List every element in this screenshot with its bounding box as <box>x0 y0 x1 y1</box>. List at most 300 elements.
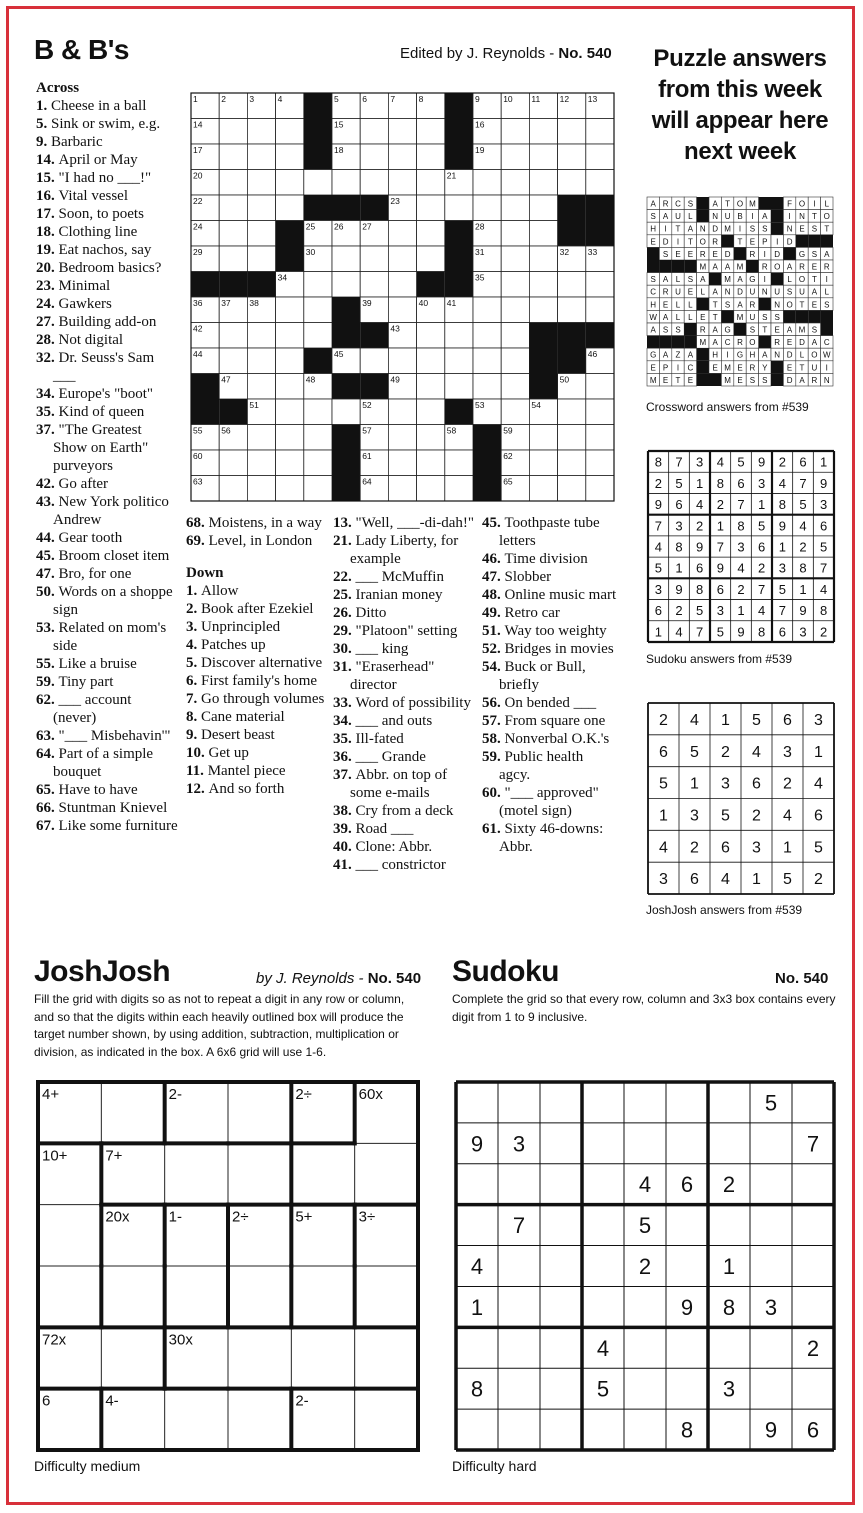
crossword-cell[interactable] <box>276 119 304 145</box>
crossword-clue-number: 32 <box>559 247 570 257</box>
crossword-cell[interactable] <box>219 170 247 196</box>
grid-digit: 2 <box>716 497 724 513</box>
crossword-cell[interactable] <box>473 297 501 323</box>
answer-black-square <box>697 348 709 361</box>
clue-text: ___ McMuffin <box>355 569 444 585</box>
crossword-clue-number: 50 <box>559 374 570 385</box>
crossword-cell[interactable] <box>445 476 473 502</box>
grid-digit: 7 <box>799 475 807 491</box>
crossword-cell[interactable] <box>586 476 614 502</box>
clue-text: Have to have <box>58 782 138 798</box>
answer-letter: I <box>726 350 729 360</box>
answer-letter: S <box>650 212 656 222</box>
clue-text: Buck or Bull, briefly <box>499 659 586 693</box>
answer-letter: I <box>825 275 828 285</box>
crossword-cell[interactable] <box>501 221 529 247</box>
clue-number: 26. <box>333 605 356 621</box>
crossword-cell[interactable] <box>247 221 275 247</box>
answer-letter: S <box>675 325 681 335</box>
clue-text: "Eraserhead" director <box>350 659 435 693</box>
crossword-cell[interactable] <box>529 425 557 451</box>
clue-text: Words on a shoppe sign <box>53 584 173 618</box>
answer-letter: S <box>811 224 818 234</box>
crossword-cell[interactable] <box>417 374 445 400</box>
crossword-cell[interactable] <box>304 297 332 323</box>
clue-text: Retro car <box>504 605 560 621</box>
cage-label: 10+ <box>42 1147 68 1165</box>
crossword-cell[interactable] <box>332 399 360 425</box>
crossword-clue-number: 10 <box>503 94 513 104</box>
crossword-cell[interactable] <box>304 425 332 451</box>
crossword-cell[interactable] <box>247 170 275 196</box>
crossword-cell[interactable] <box>388 144 416 170</box>
crossword-cell[interactable] <box>417 144 445 170</box>
grid-digit: 7 <box>654 518 662 534</box>
answer-letter: L <box>799 350 805 360</box>
sudoku-grid[interactable] <box>454 1080 836 1452</box>
clue-number: 53. <box>36 620 59 636</box>
crossword-black-square <box>276 246 304 272</box>
crossword-black-square <box>473 450 501 476</box>
clue-item <box>186 726 328 744</box>
crossword-cell[interactable] <box>247 450 275 476</box>
clue-number: 54. <box>482 659 505 675</box>
crossword-cell[interactable] <box>586 170 614 196</box>
clue-item <box>333 748 475 766</box>
crossword-cell[interactable] <box>417 170 445 196</box>
crossword-cell[interactable] <box>529 246 557 272</box>
answer-letter: A <box>712 199 718 209</box>
answer-letter: U <box>675 287 681 297</box>
grid-digit: 9 <box>716 560 724 576</box>
crossword-cell[interactable] <box>417 425 445 451</box>
crossword-cell[interactable] <box>276 374 304 400</box>
crossword-clue-number: 65 <box>503 476 513 487</box>
crossword-cell[interactable] <box>558 476 586 502</box>
crossword-cell[interactable] <box>247 374 275 400</box>
clue-item <box>36 331 178 349</box>
answer-letter: D <box>786 350 793 360</box>
answer-black-square <box>771 197 783 210</box>
joshjosh-grid[interactable] <box>36 1080 420 1452</box>
crossword-cell[interactable] <box>360 119 388 145</box>
crossword-cell[interactable] <box>247 348 275 374</box>
crossword-clue-number: 1 <box>193 94 198 104</box>
clue-text: Broom closet item <box>58 548 170 564</box>
grid-digit: 6 <box>659 743 668 761</box>
sudoku-difficulty: Difficulty hard <box>452 1458 537 1474</box>
answer-letter: H <box>749 350 756 360</box>
crossword-cell[interactable] <box>388 348 416 374</box>
clue-item <box>482 586 618 604</box>
crossword-cell[interactable] <box>219 323 247 349</box>
crossword-cell[interactable] <box>558 425 586 451</box>
answer-letter: W <box>823 350 831 360</box>
crossword-cell[interactable] <box>529 221 557 247</box>
crossword-cell[interactable] <box>247 119 275 145</box>
crossword-cell[interactable] <box>445 323 473 349</box>
answer-letter: W <box>649 312 657 322</box>
clue-number: 13. <box>333 515 356 531</box>
crossword-cell[interactable] <box>247 195 275 221</box>
answer-letter: M <box>736 312 744 322</box>
clue-item <box>482 730 618 748</box>
crossword-cell[interactable] <box>276 450 304 476</box>
crossword-cell[interactable] <box>417 195 445 221</box>
answer-letter: L <box>824 199 830 209</box>
crossword-cell[interactable] <box>529 119 557 145</box>
clue-item <box>186 672 328 690</box>
grid-digit: 2 <box>659 711 668 729</box>
crossword-cell[interactable] <box>388 170 416 196</box>
crossword-cell[interactable] <box>276 323 304 349</box>
grid-digit: 9 <box>675 581 683 597</box>
clue-number: 39. <box>333 821 356 837</box>
clue-number: 47. <box>36 566 59 582</box>
grid-digit: 6 <box>752 775 761 793</box>
crossword-cell[interactable] <box>388 425 416 451</box>
clue-number: 38. <box>333 803 356 819</box>
crossword-black-square <box>219 272 247 298</box>
crossword-cell[interactable] <box>417 399 445 425</box>
crossword-cell[interactable] <box>558 297 586 323</box>
answer-letter: S <box>762 312 768 322</box>
crossword-cell[interactable] <box>360 348 388 374</box>
crossword-cell[interactable] <box>417 450 445 476</box>
crossword-cell[interactable] <box>219 195 247 221</box>
answer-letter: R <box>737 338 743 348</box>
answer-letter: A <box>762 212 768 222</box>
answer-letter: A <box>712 287 718 297</box>
crossword-cell[interactable] <box>586 374 614 400</box>
answer-letter: P <box>662 363 669 373</box>
answer-letter: R <box>699 249 706 259</box>
answer-letter: O <box>774 262 781 272</box>
crossword-cell[interactable] <box>586 297 614 323</box>
crossword-cell[interactable] <box>501 272 529 298</box>
crossword-cell[interactable] <box>304 399 332 425</box>
crossword-cell[interactable] <box>276 195 304 221</box>
crossword-clue-number: 6 <box>362 94 367 104</box>
crossword-cell[interactable] <box>276 170 304 196</box>
crossword-cell[interactable] <box>445 195 473 221</box>
answer-letter: A <box>662 275 669 285</box>
crossword-cell[interactable] <box>388 246 416 272</box>
crossword-cell[interactable] <box>219 450 247 476</box>
crossword-cell[interactable] <box>586 144 614 170</box>
crossword-cell[interactable] <box>558 119 586 145</box>
crossword-answers-grid <box>646 196 836 392</box>
grid-digit: 1 <box>659 807 668 825</box>
answer-letter: S <box>811 249 818 259</box>
crossword-cell[interactable] <box>529 272 557 298</box>
crossword-cell[interactable] <box>360 170 388 196</box>
clue-number: 21. <box>333 533 356 549</box>
answer-letter: O <box>811 350 818 360</box>
crossword-cell[interactable] <box>586 450 614 476</box>
crossword-cell[interactable] <box>247 144 275 170</box>
clue-item <box>36 655 178 673</box>
grid-digit: 9 <box>680 1294 694 1320</box>
crossword-cell[interactable] <box>360 246 388 272</box>
crossword-cell[interactable] <box>219 119 247 145</box>
crossword-cell[interactable] <box>586 399 614 425</box>
crossword-cell[interactable] <box>360 272 388 298</box>
crossword-cell[interactable] <box>529 144 557 170</box>
answer-black-square <box>771 361 783 374</box>
crossword-cell[interactable] <box>445 374 473 400</box>
grid-digit: 5 <box>814 839 823 857</box>
crossword-cell[interactable] <box>276 425 304 451</box>
crossword-clue-number: 13 <box>587 94 598 104</box>
clue-item <box>36 781 178 799</box>
crossword-cell[interactable] <box>219 476 247 502</box>
answer-letter: T <box>712 300 718 310</box>
crossword-cell[interactable] <box>276 476 304 502</box>
answer-letter: T <box>675 375 681 385</box>
answer-letter: S <box>687 275 694 285</box>
answer-letter: T <box>687 237 693 247</box>
crossword-cell[interactable] <box>529 450 557 476</box>
answer-letter: R <box>712 237 719 247</box>
crossword-cell[interactable] <box>276 144 304 170</box>
crossword-black-square <box>360 195 388 221</box>
crossword-cell[interactable] <box>501 170 529 196</box>
clue-number: 50. <box>36 584 59 600</box>
answer-letter: E <box>650 363 656 373</box>
answer-letter: L <box>688 300 693 310</box>
crossword-cell[interactable] <box>304 170 332 196</box>
crossword-cell[interactable] <box>219 144 247 170</box>
crossword-cell[interactable] <box>501 246 529 272</box>
clue-number: 43. <box>36 494 59 510</box>
clue-item <box>186 654 328 672</box>
answer-letter: T <box>799 363 805 373</box>
grid-digit: 9 <box>799 603 807 619</box>
clue-number: 18. <box>36 224 59 240</box>
clues-column-4 <box>482 514 618 856</box>
grid-digit: 4 <box>696 497 704 513</box>
answer-letter: D <box>786 237 793 247</box>
clue-item <box>36 583 178 619</box>
crossword-cell[interactable] <box>501 297 529 323</box>
clue-item <box>333 820 475 838</box>
crossword-black-square <box>360 323 388 349</box>
crossword-cell[interactable] <box>501 323 529 349</box>
crossword-cell[interactable] <box>360 144 388 170</box>
crossword-cell[interactable] <box>473 348 501 374</box>
crossword-cell[interactable] <box>417 476 445 502</box>
crossword-black-square <box>304 195 332 221</box>
crossword-cell[interactable] <box>417 119 445 145</box>
crossword-cell[interactable] <box>501 399 529 425</box>
crossword-cell[interactable] <box>219 246 247 272</box>
answer-letter: E <box>737 375 743 385</box>
answer-letter: A <box>662 312 669 322</box>
answer-letter: T <box>762 325 768 335</box>
crossword-cell[interactable] <box>417 221 445 247</box>
grid-digit: 4 <box>778 475 786 491</box>
crossword-cell[interactable] <box>388 476 416 502</box>
crossword-black-square <box>304 93 332 119</box>
crossword-cell[interactable] <box>332 170 360 196</box>
crossword-black-square <box>445 246 473 272</box>
crossword-cell[interactable] <box>501 144 529 170</box>
crossword-cell[interactable] <box>501 195 529 221</box>
crossword-cell[interactable] <box>276 348 304 374</box>
answer-letter: E <box>774 325 780 335</box>
clue-item <box>36 241 178 259</box>
crossword-clue-number: 52 <box>362 400 372 410</box>
grid-digit: 8 <box>778 497 786 513</box>
crossword-cell[interactable] <box>247 246 275 272</box>
crossword-cell[interactable] <box>388 297 416 323</box>
crossword-cell[interactable] <box>445 450 473 476</box>
clue-number: 68. <box>186 515 209 531</box>
crossword-clue-number: 35 <box>475 272 485 283</box>
crossword-clue-number: 57 <box>362 425 372 436</box>
grid-digit: 1 <box>690 775 699 793</box>
clue-item <box>333 856 475 874</box>
crossword-cell[interactable] <box>417 348 445 374</box>
crossword-cell[interactable] <box>219 348 247 374</box>
answer-letter: N <box>823 375 830 385</box>
crossword-cell[interactable] <box>276 297 304 323</box>
crossword-cell[interactable] <box>473 374 501 400</box>
clue-text: Like a bruise <box>58 656 137 672</box>
crossword-cell[interactable] <box>558 272 586 298</box>
crossword-clue-number: 37 <box>221 298 231 308</box>
clue-text: New York politico Andrew <box>53 494 169 528</box>
answer-letter: Z <box>675 350 681 360</box>
clue-number: 5. <box>36 116 51 132</box>
crossword-cell[interactable] <box>304 450 332 476</box>
answer-letter: L <box>675 312 681 322</box>
crossword-clue-number: 20 <box>193 170 203 181</box>
crossword-cell[interactable] <box>473 195 501 221</box>
crossword-cell[interactable] <box>473 323 501 349</box>
crossword-clue-number: 61 <box>362 451 372 461</box>
crossword-cell[interactable] <box>388 119 416 145</box>
crossword-cell[interactable] <box>304 323 332 349</box>
cage-label: 2- <box>295 1392 309 1410</box>
crossword-cell[interactable] <box>388 272 416 298</box>
crossword-cell[interactable] <box>529 195 557 221</box>
crossword-cell[interactable] <box>558 170 586 196</box>
cage-label: 3÷ <box>358 1208 376 1226</box>
clue-number: 14. <box>36 152 59 168</box>
crossword-cell[interactable] <box>501 119 529 145</box>
grid-digit: 4 <box>659 839 668 857</box>
cage-label: 1- <box>168 1208 183 1226</box>
crossword-black-square <box>276 221 304 247</box>
crossword-cell[interactable] <box>388 399 416 425</box>
crossword-cell[interactable] <box>529 476 557 502</box>
crossword-cell[interactable] <box>276 399 304 425</box>
clue-text: ___ constrictor <box>355 857 446 873</box>
answer-black-square <box>684 336 696 349</box>
grid-digit: 5 <box>737 454 745 470</box>
answer-letter: S <box>762 224 768 234</box>
crossword-cell[interactable] <box>219 221 247 247</box>
crossword-cell[interactable] <box>529 297 557 323</box>
crossword-black-square <box>473 476 501 502</box>
crossword-clue-number: 62 <box>503 451 513 461</box>
crossword-cell[interactable] <box>304 272 332 298</box>
crossword-black-square <box>445 221 473 247</box>
crossword-cell[interactable] <box>247 323 275 349</box>
answer-letter: C <box>675 199 681 209</box>
answer-black-square <box>697 373 709 386</box>
crossword-cell[interactable] <box>388 450 416 476</box>
crossword-cell[interactable] <box>304 476 332 502</box>
answer-letter: R <box>662 199 669 209</box>
crossword-cell[interactable] <box>445 348 473 374</box>
clue-text: Lady Liberty, for example <box>350 533 459 567</box>
joshjosh-number: No. 540 <box>367 970 422 987</box>
clue-text: Go after <box>58 476 109 492</box>
answer-letter: S <box>811 325 818 335</box>
crossword-cell[interactable] <box>247 476 275 502</box>
grid-digit: 8 <box>737 518 745 534</box>
crossword-cell[interactable] <box>332 272 360 298</box>
crossword-cell[interactable] <box>586 272 614 298</box>
crossword-cell[interactable] <box>247 425 275 451</box>
crossword-cell[interactable] <box>388 221 416 247</box>
crossword-cell[interactable] <box>417 323 445 349</box>
answer-letter: M <box>724 224 731 234</box>
crossword-cell[interactable] <box>473 170 501 196</box>
crossword-cell[interactable] <box>558 144 586 170</box>
answer-letter: E <box>687 249 694 259</box>
clue-text: ___ account (never) <box>53 692 132 726</box>
crossword-clue-number: 2 <box>221 94 226 104</box>
grid-digit: 1 <box>758 497 766 513</box>
crossword-cell[interactable] <box>501 374 529 400</box>
crossword-clue-number: 24 <box>193 221 203 232</box>
crossword-cell[interactable] <box>586 119 614 145</box>
answer-letter: U <box>675 212 681 222</box>
crossword-cell[interactable] <box>558 450 586 476</box>
grid-digit: 5 <box>758 518 766 534</box>
crossword-clue-number: 4 <box>277 94 283 104</box>
crossword-cell[interactable] <box>501 348 529 374</box>
crossword-cell[interactable] <box>332 246 360 272</box>
crossword-cell[interactable] <box>586 425 614 451</box>
answer-black-square <box>684 323 696 336</box>
clue-number: 4. <box>186 637 201 653</box>
answer-letter: E <box>700 312 706 322</box>
clue-text: Cane material <box>201 709 285 725</box>
joshjosh-byline <box>256 970 421 987</box>
crossword-black-square <box>529 348 557 374</box>
clue-text: Like some furniture <box>58 818 178 834</box>
crossword-black-square <box>332 323 360 349</box>
clue-number: 29. <box>333 623 356 639</box>
answer-letter: S <box>687 199 694 209</box>
crossword-cell[interactable] <box>417 246 445 272</box>
answer-letter: E <box>749 237 756 247</box>
clue-text: ___ and outs <box>355 713 433 729</box>
crossword-cell[interactable] <box>529 170 557 196</box>
crossword-cell[interactable] <box>558 399 586 425</box>
grid-digit: 1 <box>722 1254 736 1279</box>
crossword-black-square <box>558 348 586 374</box>
clue-text: Go through volumes <box>201 691 325 707</box>
crossword-grid[interactable] <box>190 92 616 502</box>
clue-item <box>36 799 178 817</box>
answer-letter: L <box>675 300 681 310</box>
